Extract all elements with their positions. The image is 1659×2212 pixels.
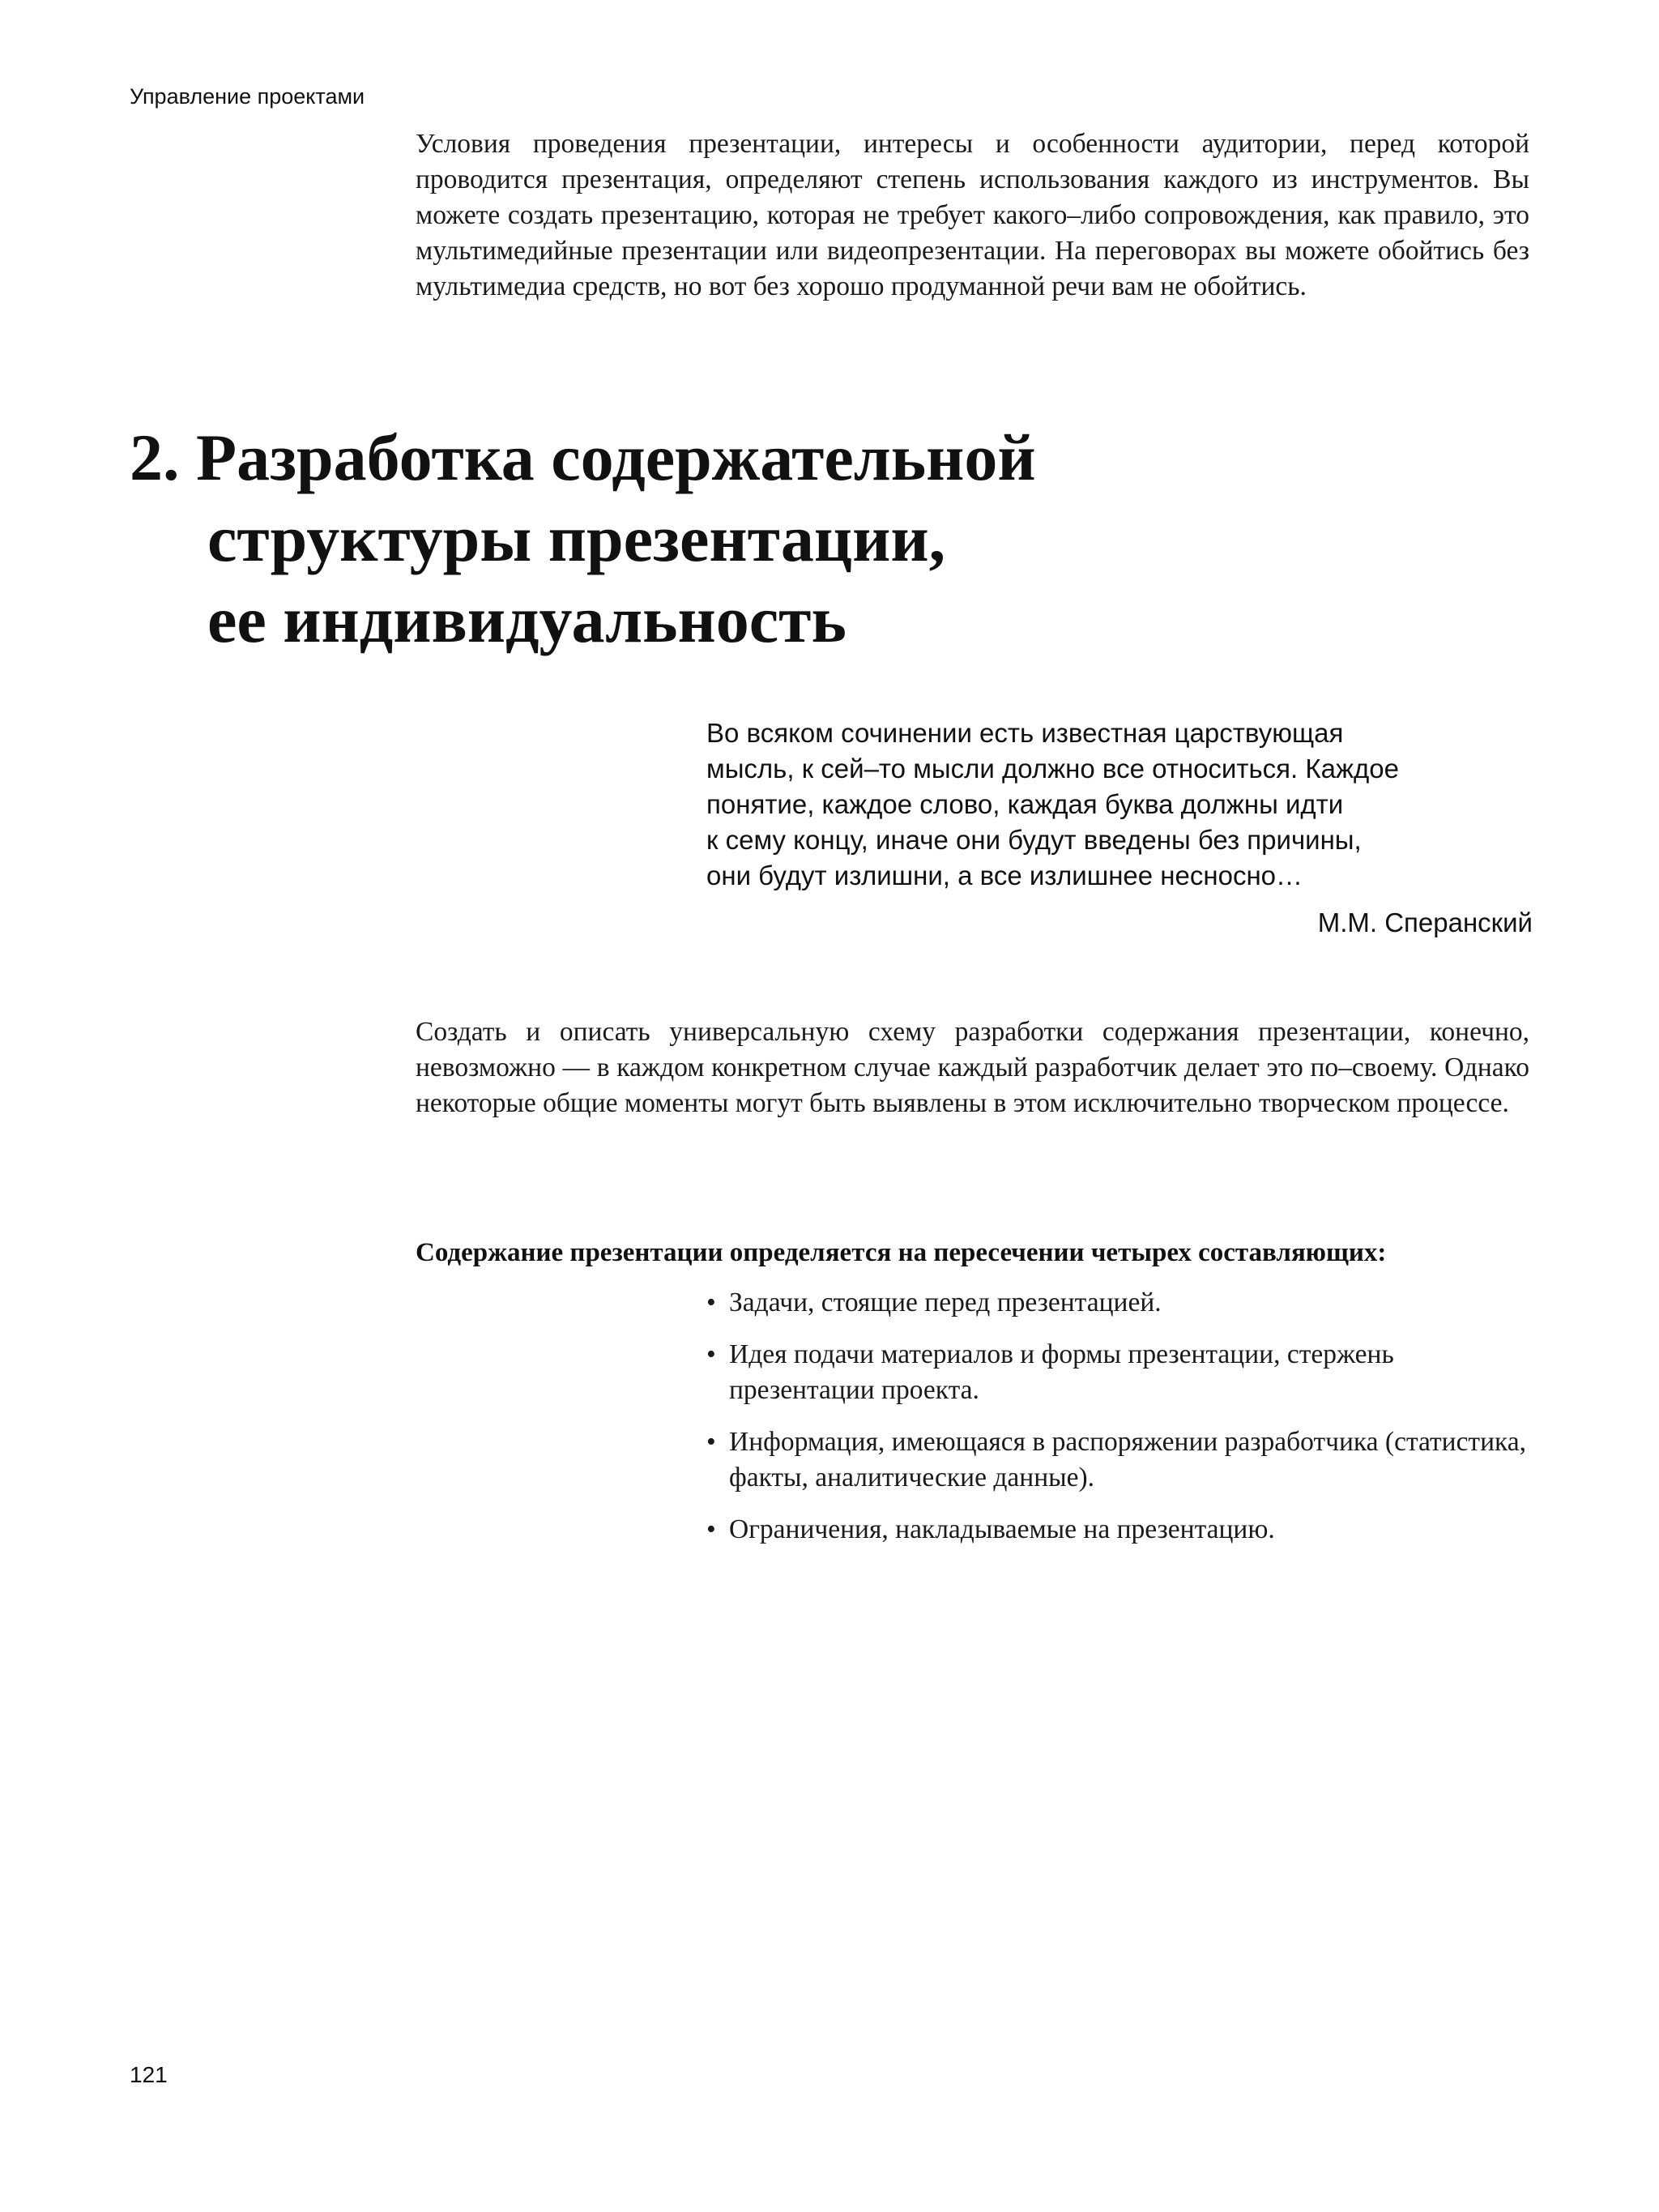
intro-paragraph: Условия проведения презентации, интересы и особенности аудитории, перед которой проводится презентация, определяют степень использования каждого из инструментов. Вы можете создать презентацию, которая не требует какого–либо сопровождения, как правило, это мультимедийные презентации или видеопрезентации. На переговорах вы можете обойтись без мультимедиа средств, но вот без хорошо продуманной речи вам не обойтись. bbox=[416, 129, 1529, 301]
epigraph-line: они будут излишни, а все излишнее несносно… bbox=[706, 860, 1303, 890]
bullet-icon: • bbox=[706, 1427, 716, 1457]
running-head: Управление проектами bbox=[130, 84, 365, 109]
list-item bbox=[706, 1337, 1541, 1408]
list-item bbox=[706, 1512, 1541, 1548]
list-item-text: Идея подачи материалов и формы презентации, стержень презентации проекта. bbox=[729, 1339, 1394, 1405]
epigraph-line: к сему концу, иначе они будут введены без причины, bbox=[706, 825, 1362, 855]
bullet-list-lead: Содержание презентации определяется на пересечении четырех составляющих: bbox=[416, 1238, 1387, 1267]
list-item-text: Задачи, стоящие перед презентацией. bbox=[729, 1287, 1162, 1317]
epigraph-line: Во всяком сочинении есть известная царствующая bbox=[706, 718, 1344, 748]
epigraph-line: понятие, каждое слово, каждая буква должны идти bbox=[706, 789, 1344, 819]
body-paragraph: Создать и описать универсальную схему разработки содержания презентации, конечно, невозможно — в каждом конкретном случае каждый разработчик делает это по–своему. Однако некоторые общие моменты могут быть выявлены в этом исключительно творческом процессе. bbox=[416, 1017, 1529, 1118]
list-item bbox=[706, 1424, 1541, 1496]
chapter-title-line-3: ее индивидуальность bbox=[207, 583, 847, 656]
epigraph-author: М.М. Сперанский bbox=[1317, 907, 1533, 937]
epigraph-line: мысль, к сей–то мысли должно все относиться. Каждое bbox=[706, 754, 1399, 784]
chapter-title bbox=[130, 417, 1507, 660]
list-item bbox=[706, 1285, 1541, 1321]
epigraph bbox=[706, 715, 1533, 941]
list-item-text: Информация, имеющаяся в распоряжении разработчика (статистика, факты, аналитические данные). bbox=[729, 1427, 1527, 1492]
bullet-list bbox=[706, 1285, 1541, 1564]
chapter-title-line-2: структуры презентации, bbox=[207, 502, 946, 575]
bullet-icon: • bbox=[706, 1287, 716, 1317]
chapter-title-line-1: 2. Разработка содержательной bbox=[130, 421, 1036, 494]
bullet-icon: • bbox=[706, 1339, 716, 1369]
bullet-icon: • bbox=[706, 1514, 716, 1544]
list-item-text: Ограничения, накладываемые на презентацию. bbox=[729, 1514, 1275, 1544]
page-number: 121 bbox=[130, 2062, 168, 2087]
